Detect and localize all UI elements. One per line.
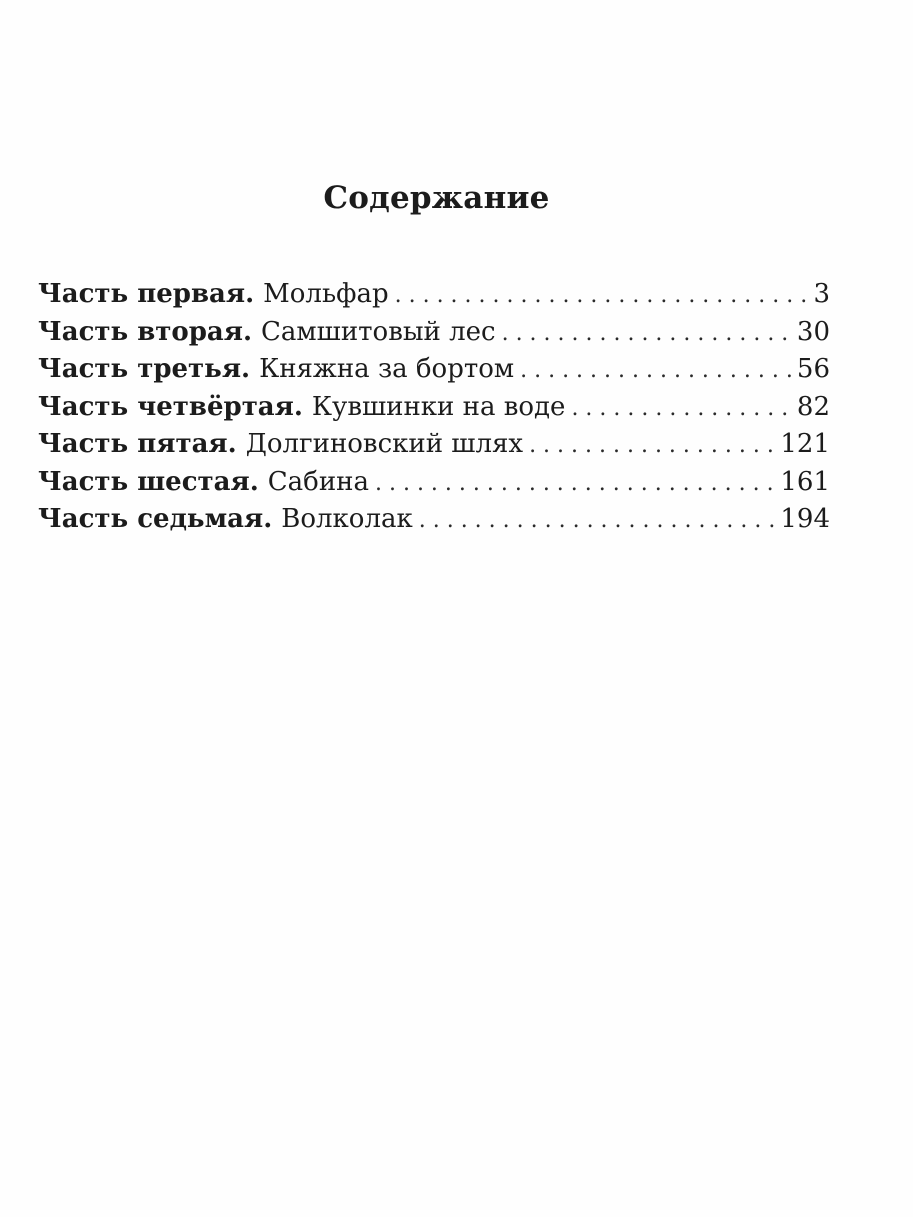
- toc-entry: [38, 392, 830, 430]
- dot-leader: [520, 358, 791, 383]
- toc-page-number: 30: [796, 316, 830, 347]
- toc-chapter-title: Кувшинки на воде: [311, 391, 566, 422]
- toc-chapter-title: Долгиновский шлях: [245, 429, 524, 459]
- toc-entry: [38, 354, 830, 392]
- dot-leader: [502, 321, 791, 346]
- table-of-contents: [38, 279, 830, 542]
- dot-leader: [529, 433, 774, 458]
- dot-leader: [419, 508, 775, 533]
- toc-page-number: 194: [780, 504, 830, 534]
- toc-page-number: 3: [813, 279, 830, 309]
- toc-part-label: Часть вторая.: [38, 316, 253, 347]
- toc-part-label: Часть первая.: [38, 279, 255, 309]
- toc-part-label: Часть четвёртая.: [38, 391, 303, 422]
- toc-part-label: Часть пятая.: [38, 429, 237, 459]
- toc-page-number: 82: [796, 391, 830, 422]
- toc-part-label: Часть седьмая.: [38, 504, 273, 534]
- toc-page-number: 56: [796, 354, 830, 384]
- toc-entry: [38, 279, 830, 317]
- toc-part-label: Часть третья.: [38, 354, 251, 384]
- toc-entry: [38, 504, 830, 542]
- toc-page-number: 121: [780, 429, 830, 459]
- page-title: Содержание: [323, 180, 550, 216]
- dot-leader: [571, 396, 790, 421]
- toc-entry: [38, 429, 830, 467]
- dot-leader: [395, 283, 808, 308]
- toc-chapter-title: Мольфар: [263, 279, 389, 309]
- toc-chapter-title: Сабина: [267, 466, 369, 497]
- toc-chapter-title: Самшитовый лес: [261, 316, 496, 347]
- toc-part-label: Часть шестая.: [38, 466, 259, 497]
- toc-entry: [38, 317, 830, 355]
- toc-entry: [38, 467, 830, 505]
- dot-leader: [375, 471, 774, 496]
- toc-page-number: 161: [780, 466, 830, 497]
- toc-chapter-title: Княжна за бортом: [259, 354, 515, 384]
- toc-chapter-title: Волколак: [281, 504, 413, 534]
